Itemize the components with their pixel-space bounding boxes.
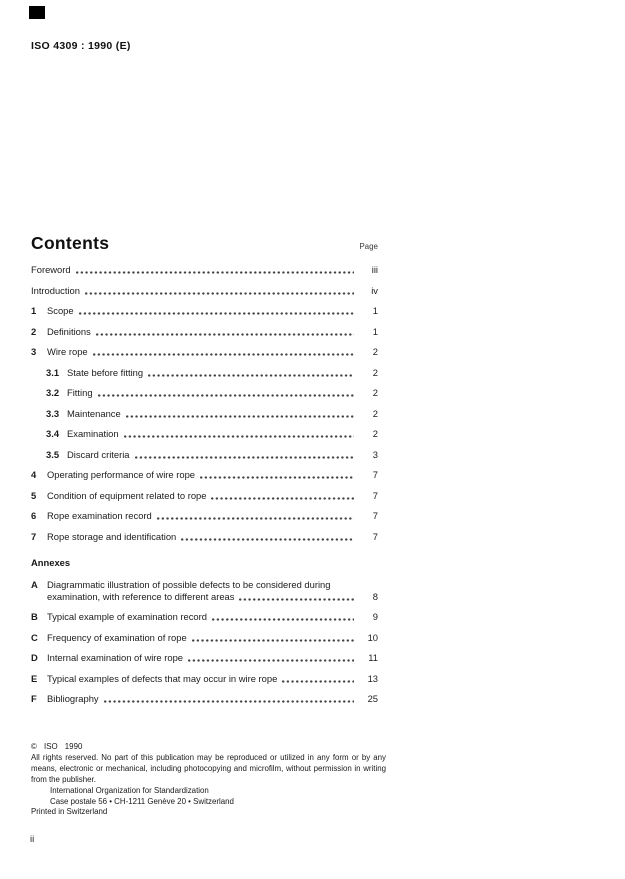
toc-entry	[31, 449, 378, 461]
toc-entry-number: E	[31, 672, 38, 684]
toc-entry-label: Rope examination record	[47, 510, 152, 521]
toc-entry-last-line	[47, 326, 378, 338]
dot-leader	[181, 538, 354, 541]
dot-leader	[148, 374, 354, 377]
toc-entry-number: 3.1	[46, 366, 60, 378]
dot-leader	[126, 415, 354, 418]
toc-entry-page: 1	[372, 325, 378, 337]
publisher-block	[31, 786, 386, 808]
toc-entry-body	[47, 326, 378, 338]
publisher-organization: International Organization for Standardization	[50, 785, 209, 795]
toc-entry-last-line	[67, 449, 378, 461]
toc-entry	[31, 285, 378, 297]
dot-leader	[93, 353, 354, 356]
toc-entry-number: 6	[31, 510, 37, 521]
toc-entry-body	[31, 285, 378, 297]
toc-entry-last-line	[47, 611, 378, 623]
dot-leader	[124, 435, 354, 438]
toc-entry	[31, 264, 378, 276]
toc-entry-body	[47, 305, 378, 317]
toc-entry-number: 7	[31, 530, 37, 542]
toc-entry-number: 3.4	[46, 428, 60, 439]
toc-entry-page: 2	[372, 346, 378, 357]
toc-entry-body	[47, 579, 378, 603]
toc-entry	[31, 367, 378, 379]
annex-entry-list	[31, 579, 378, 706]
annex-entry	[31, 579, 378, 603]
toc-entry-label: Examination	[67, 428, 119, 439]
annex-entry	[31, 632, 378, 644]
toc-entry	[31, 469, 378, 481]
toc-entry	[31, 326, 378, 338]
toc-entry	[31, 490, 378, 502]
toc-entry-label: Condition of equipment related to rope	[47, 489, 207, 501]
toc-entry-last-line	[67, 428, 378, 440]
toc-entry-body	[47, 652, 378, 664]
toc-entry-page: 7	[372, 510, 378, 521]
toc-entry-last-line	[47, 469, 378, 481]
contents-header	[31, 234, 378, 252]
dot-leader	[188, 659, 354, 662]
toc-entry-number: B	[31, 611, 38, 622]
toc-entry-body	[47, 490, 378, 502]
dot-leader	[157, 517, 354, 520]
toc-entry-label: Frequency of examination of rope	[47, 631, 187, 643]
toc-entry-body	[67, 367, 378, 379]
toc-entry-label: Maintenance	[67, 407, 121, 419]
toc-entry-page: 2	[372, 387, 378, 398]
dot-leader	[192, 639, 354, 642]
toc-entry-body	[67, 449, 378, 461]
annex-entry	[31, 611, 378, 623]
toc-entry-last-line	[47, 490, 378, 502]
toc-entry	[31, 346, 378, 358]
toc-entry-page: 13	[367, 672, 378, 684]
toc-entry-label: Scope	[47, 305, 74, 316]
toc-entry-page: iv	[371, 284, 378, 296]
toc-entry	[31, 510, 378, 522]
dot-leader	[135, 456, 354, 459]
toc-entry-label: Fitting	[67, 387, 93, 398]
toc-entry-label: Introduction	[31, 284, 80, 296]
toc-entry-last-line	[67, 387, 378, 399]
toc-entry-number: 2	[31, 325, 37, 337]
toc-entry-last-line	[47, 652, 378, 664]
toc-entry-page: 11	[368, 652, 378, 663]
toc-entry	[31, 531, 378, 543]
page-number: ii	[30, 834, 35, 845]
toc-entry-last-line	[47, 673, 378, 685]
printers-registration-mark	[29, 6, 45, 19]
toc-entry-last-line	[47, 346, 378, 358]
toc-entry-body	[47, 346, 378, 358]
toc-entry-label: Typical example of examination record	[47, 611, 207, 622]
toc-entry-label: Rope storage and identification	[47, 530, 177, 542]
toc-entry-page: 8	[372, 590, 378, 602]
copyright-footer	[31, 742, 386, 818]
toc-entry-number: 3	[31, 346, 37, 357]
dot-leader	[211, 497, 354, 500]
toc-entry-body	[47, 693, 378, 705]
toc-entry	[31, 428, 378, 440]
toc-entry	[31, 305, 378, 317]
dot-leader	[96, 333, 354, 336]
toc-entry-number: 3.2	[46, 387, 60, 398]
toc-entry-body	[47, 632, 378, 644]
dot-leader	[98, 394, 354, 397]
toc-entry-label: Foreword	[31, 264, 71, 275]
toc-entry-page: 2	[372, 428, 378, 439]
toc-entry	[31, 387, 378, 399]
toc-entry-last-line	[47, 632, 378, 644]
toc-entry-page: 1	[372, 305, 378, 316]
dot-leader	[85, 292, 354, 295]
annex-entry	[31, 652, 378, 664]
toc-entry-page: 7	[372, 469, 378, 480]
dot-leader	[282, 680, 354, 683]
toc-entry-page: 25	[367, 693, 378, 704]
toc-entry-list	[31, 264, 378, 543]
toc-entry-last-line	[47, 510, 378, 522]
annex-entry	[31, 693, 378, 705]
toc-entry-last-line	[47, 693, 378, 705]
toc-entry-body	[47, 611, 378, 623]
toc-entry-page: 7	[372, 489, 378, 501]
toc-entry-page: 2	[372, 407, 378, 419]
dot-leader	[212, 618, 354, 621]
table-of-contents	[31, 234, 378, 714]
toc-entry-label-line: Diagrammatic illustration of possible defects to be considered during	[47, 578, 331, 590]
document-reference: ISO 4309 : 1990 (E)	[31, 40, 131, 52]
copyright-line: © ISO 1990	[31, 742, 83, 751]
toc-entry-last-line	[47, 591, 378, 603]
toc-entry-page: 9	[372, 611, 378, 622]
toc-entry-number: 3.3	[46, 407, 60, 419]
page-column-label: Page	[359, 242, 378, 251]
toc-entry	[31, 408, 378, 420]
dot-leader	[239, 598, 354, 601]
dot-leader	[104, 700, 354, 703]
toc-entry-last-line	[67, 408, 378, 420]
annex-entry	[31, 673, 378, 685]
toc-entry-body	[47, 510, 378, 522]
publisher-address: Case postale 56 • CH-1211 Genève 20 • Switzerland	[50, 796, 234, 806]
rights-statement: All rights reserved. No part of this publication may be reproduced or utilized in any form or by any means, electronic or mechanical, including photocopying and microfilm, without permission in writing from the publisher.	[31, 752, 386, 784]
toc-entry-page: 10	[367, 631, 378, 643]
toc-entry-page: 3	[372, 448, 378, 460]
toc-entry-last-line	[67, 367, 378, 379]
toc-entry-label: Operating performance of wire rope	[47, 469, 195, 480]
toc-entry-label: Wire rope	[47, 346, 88, 357]
toc-entry-body	[67, 408, 378, 420]
dot-leader	[200, 476, 354, 479]
toc-entry-number: F	[31, 693, 37, 704]
toc-entry-label: Typical examples of defects that may occur in wire rope	[47, 672, 278, 684]
dot-leader	[79, 312, 354, 315]
toc-entry-label: State before fitting	[67, 366, 144, 378]
toc-entry-last-line	[31, 285, 378, 297]
dot-leader	[76, 271, 354, 274]
toc-entry-number: D	[31, 652, 38, 663]
toc-entry-page: 7	[372, 530, 378, 542]
toc-entry-last-line	[31, 264, 378, 276]
toc-entry-last-line	[47, 531, 378, 543]
toc-entry-body	[67, 428, 378, 440]
annexes-heading: Annexes	[31, 556, 71, 568]
toc-entry-last-line	[47, 305, 378, 317]
toc-entry-number: 3.5	[46, 448, 60, 460]
toc-entry-label: Internal examination of wire rope	[47, 652, 184, 663]
toc-entry-label: Discard criteria	[67, 448, 130, 460]
toc-entry-number: C	[31, 631, 38, 643]
toc-entry-label: examination, with reference to different areas	[47, 590, 235, 602]
toc-entry-body	[67, 387, 378, 399]
toc-entry-label: Definitions	[47, 325, 91, 337]
toc-entry-body	[47, 469, 378, 481]
toc-entry-body	[47, 673, 378, 685]
toc-entry-page: 2	[372, 366, 378, 378]
toc-entry-body	[47, 531, 378, 543]
toc-entry-number: A	[31, 578, 38, 590]
toc-entry-number: 4	[31, 469, 37, 480]
toc-entry-label: Bibliography	[47, 693, 99, 704]
toc-entry-body	[31, 264, 378, 276]
toc-entry-number: 1	[31, 305, 37, 316]
toc-entry-number: 5	[31, 489, 37, 501]
toc-entry-page: iii	[371, 264, 378, 275]
contents-title: Contents	[31, 233, 110, 253]
printed-in-line: Printed in Switzerland	[31, 807, 108, 817]
